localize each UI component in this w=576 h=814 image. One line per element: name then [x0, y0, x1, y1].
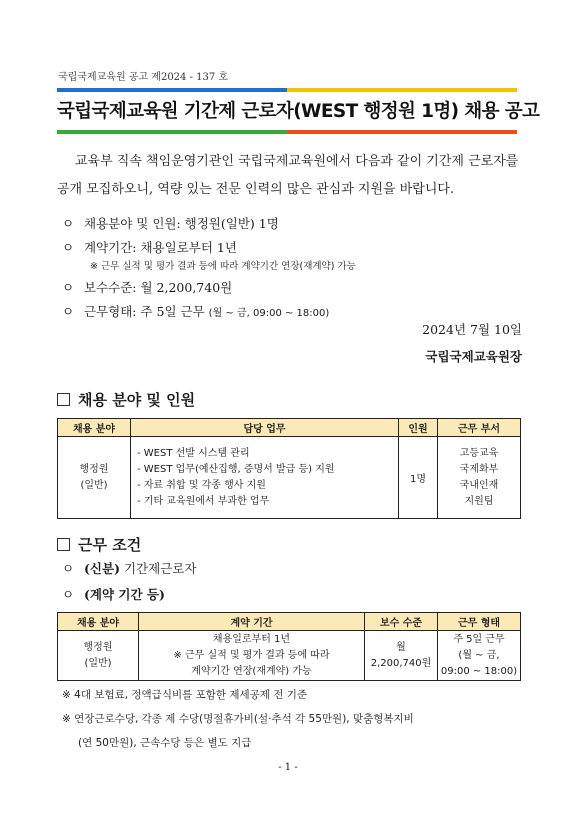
table-header: 채용 분야 [58, 613, 139, 631]
notice-number: 국립국제교육원 공고 제2024 - 137 호 [58, 72, 229, 83]
table-header: 채용 분야 [58, 419, 131, 437]
intro-line-2: 공개 모집하오니, 역량 있는 전문 인력의 많은 관심과 지원을 바랍니다. [57, 182, 455, 197]
intro-line-1: 교육부 직속 책임운영기관인 국립국제교육원에서 다음과 같이 기간제 근로자를 [75, 154, 519, 169]
contract-cell: 채용일로부터 1년 ※ 근무 실적 및 평가 결과 등에 따라 계약기간 연장(재계약) 가능 [139, 631, 365, 681]
table-header: 보수 수준 [365, 613, 438, 631]
table-header: 근무 부서 [438, 419, 521, 437]
checkbox-square-icon [57, 393, 70, 406]
table-header: 계약 기간 [139, 613, 365, 631]
page-title: 국립국제교육원 기간제 근로자(WEST 행정원 1명) 채용 공고 [57, 101, 540, 122]
note-1: ※ 4대 보험료, 정액급식비를 포함한 제세공제 전 기준 [62, 689, 308, 701]
note-3: (연 50만원), 근속수당 등은 별도 지급 [78, 737, 252, 749]
field-cell: 행정원 (일반) [58, 631, 139, 681]
duties-cell: - WEST 선발 시스템 관리 - WEST 업무(예산집행, 증명서 발급 등) 지원 - 자료 취합 및 각종 행사 지원 - 기타 교육원에서 부과한 업무 [131, 437, 399, 519]
summary-item-pay: ㅇ 보수수준: 월 2,200,740원 [62, 280, 233, 295]
dept-cell: 고등교육 국제화부 국내인재 지원팀 [438, 437, 521, 519]
headcount-cell: 1명 [399, 437, 438, 519]
table-row [58, 437, 521, 519]
pay-cell: 월 2,200,740원 [365, 631, 438, 681]
notice-date: 2024년 7월 10일 [422, 322, 522, 337]
summary-item-field: ㅇ 채용분야 및 인원: 행정원(일반) 1명 [62, 216, 279, 231]
title-top-bar [57, 88, 517, 92]
recruitment-table [57, 418, 521, 519]
section1-heading: 채용 분야 및 인원 [57, 389, 195, 410]
issuer: 국립국제교육원장 [425, 349, 522, 364]
table-header: 담당 업무 [131, 419, 399, 437]
summary-period-note: ※ 근무 실적 및 평가 결과 등에 따라 계약기간 연장(재계약) 가능 [90, 261, 356, 272]
table-header: 근무 형태 [438, 613, 521, 631]
worktype-cell: 주 5일 근무 (월 ~ 금, 09:00 ~ 18:00) [438, 631, 521, 681]
checkbox-square-icon [57, 538, 70, 551]
table-header: 인원 [399, 419, 438, 437]
page-number: - 1 - [278, 762, 298, 773]
status-line: ㅇ (신분) 기간제근로자 [62, 561, 197, 576]
contract-line: ㅇ (계약 기간 등) [62, 587, 165, 602]
note-2: ※ 연장근로수당, 각종 제 수당(명절휴가비(설·추석 각 55만원), 맞춤형복지비 [62, 713, 414, 725]
conditions-table [57, 612, 521, 681]
summary-item-period: ㅇ 계약기간: 채용일로부터 1년 [62, 240, 237, 255]
field-cell: 행정원 (일반) [58, 437, 131, 519]
table-row [58, 631, 521, 681]
summary-item-worktype: ㅇ 근무형태: 주 5일 근무 (월 ~ 금, 09:00 ~ 18:00) [62, 304, 330, 319]
section2-heading: 근무 조건 [57, 534, 141, 555]
intro-paragraph [57, 148, 523, 204]
title-bottom-bar [57, 130, 517, 134]
